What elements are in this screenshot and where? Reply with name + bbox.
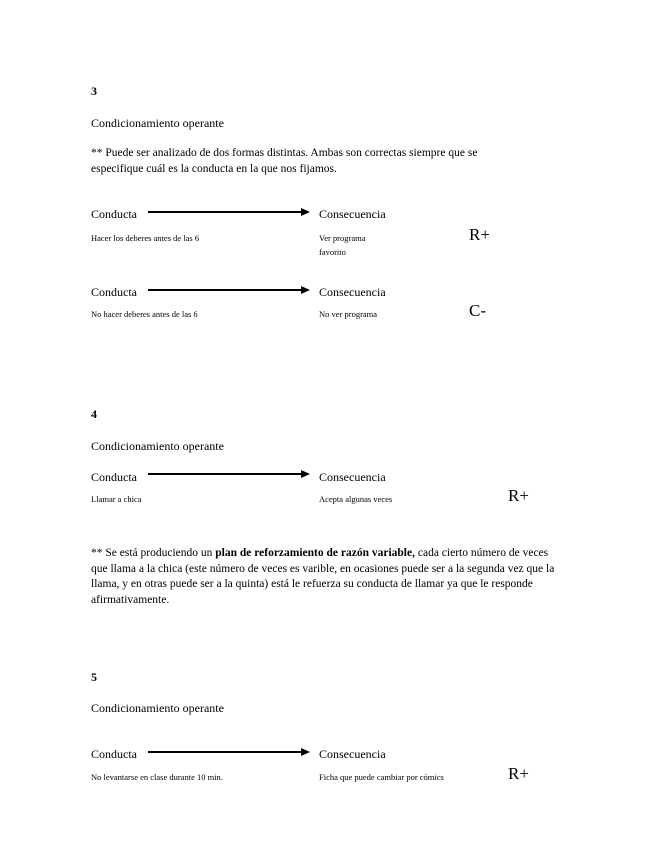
- arrow-right-icon: [148, 206, 310, 218]
- consequence-label: Consecuencia: [319, 285, 386, 299]
- section-4-note-prefix: ** Se está produciendo un: [91, 547, 216, 559]
- section-4-note-suffix: cada cierto número de veces que llama a la chica (este número de veces es varible, en ocasiones puede ser a la segunda vez que la llama, y en otras puede ser a la quinta) está le refuerza su conducta de llamar ya que le responde afirmativamente.: [91, 547, 555, 606]
- section-3-note-line-1: ** Puede ser analizado de dos formas distintas. Ambas son correctas siempre que se: [91, 147, 478, 159]
- result-symbol: R+: [508, 486, 529, 505]
- section-3-note-line-2: especifique cuál es la conducta en la que nos fijamos.: [91, 162, 337, 175]
- consequence-text: Acepta algunas veces: [319, 494, 393, 504]
- behavior-text: Llamar a chica: [91, 494, 142, 504]
- behavior-text: No levantarse en clase durante 10 min.: [91, 772, 223, 782]
- consequence-text: Ficha que puede cambiar por cómics: [319, 772, 444, 782]
- consequence-label: Consecuencia: [319, 207, 386, 221]
- result-symbol: R+: [508, 764, 529, 783]
- consequence-label: Consecuencia: [319, 470, 386, 484]
- section-5-title: Condicionamiento operante: [91, 701, 224, 715]
- consequence-line-1: Ver programa: [319, 233, 366, 243]
- section-3-note: [91, 146, 551, 177]
- section-4-note: [91, 546, 559, 608]
- consequence-text: [319, 231, 366, 259]
- behavior-label: Conducta: [91, 207, 137, 221]
- result-symbol: R+: [469, 225, 490, 244]
- consequence-line-2: favorito: [319, 247, 346, 257]
- result-symbol: C-: [469, 301, 486, 320]
- section-3-number: 3: [91, 84, 97, 98]
- arrow-right-icon: [148, 284, 310, 296]
- consequence-text: No ver programa: [319, 309, 378, 319]
- section-4-number: 4: [91, 407, 97, 421]
- section-4-title: Condicionamiento operante: [91, 439, 224, 453]
- section-3-title: Condicionamiento operante: [91, 116, 224, 130]
- section-4-note-bold: plan de reforzamiento de razón variable,: [215, 547, 415, 559]
- behavior-label: Conducta: [91, 747, 137, 761]
- consequence-label: Consecuencia: [319, 747, 386, 761]
- behavior-label: Conducta: [91, 285, 137, 299]
- arrow-right-icon: [148, 746, 310, 758]
- behavior-text: No hacer deberes antes de las 6: [91, 309, 198, 319]
- arrow-right-icon: [148, 468, 310, 480]
- behavior-text: Hacer los deberes antes de las 6: [91, 233, 200, 243]
- behavior-label: Conducta: [91, 470, 137, 484]
- section-5-number: 5: [91, 670, 97, 684]
